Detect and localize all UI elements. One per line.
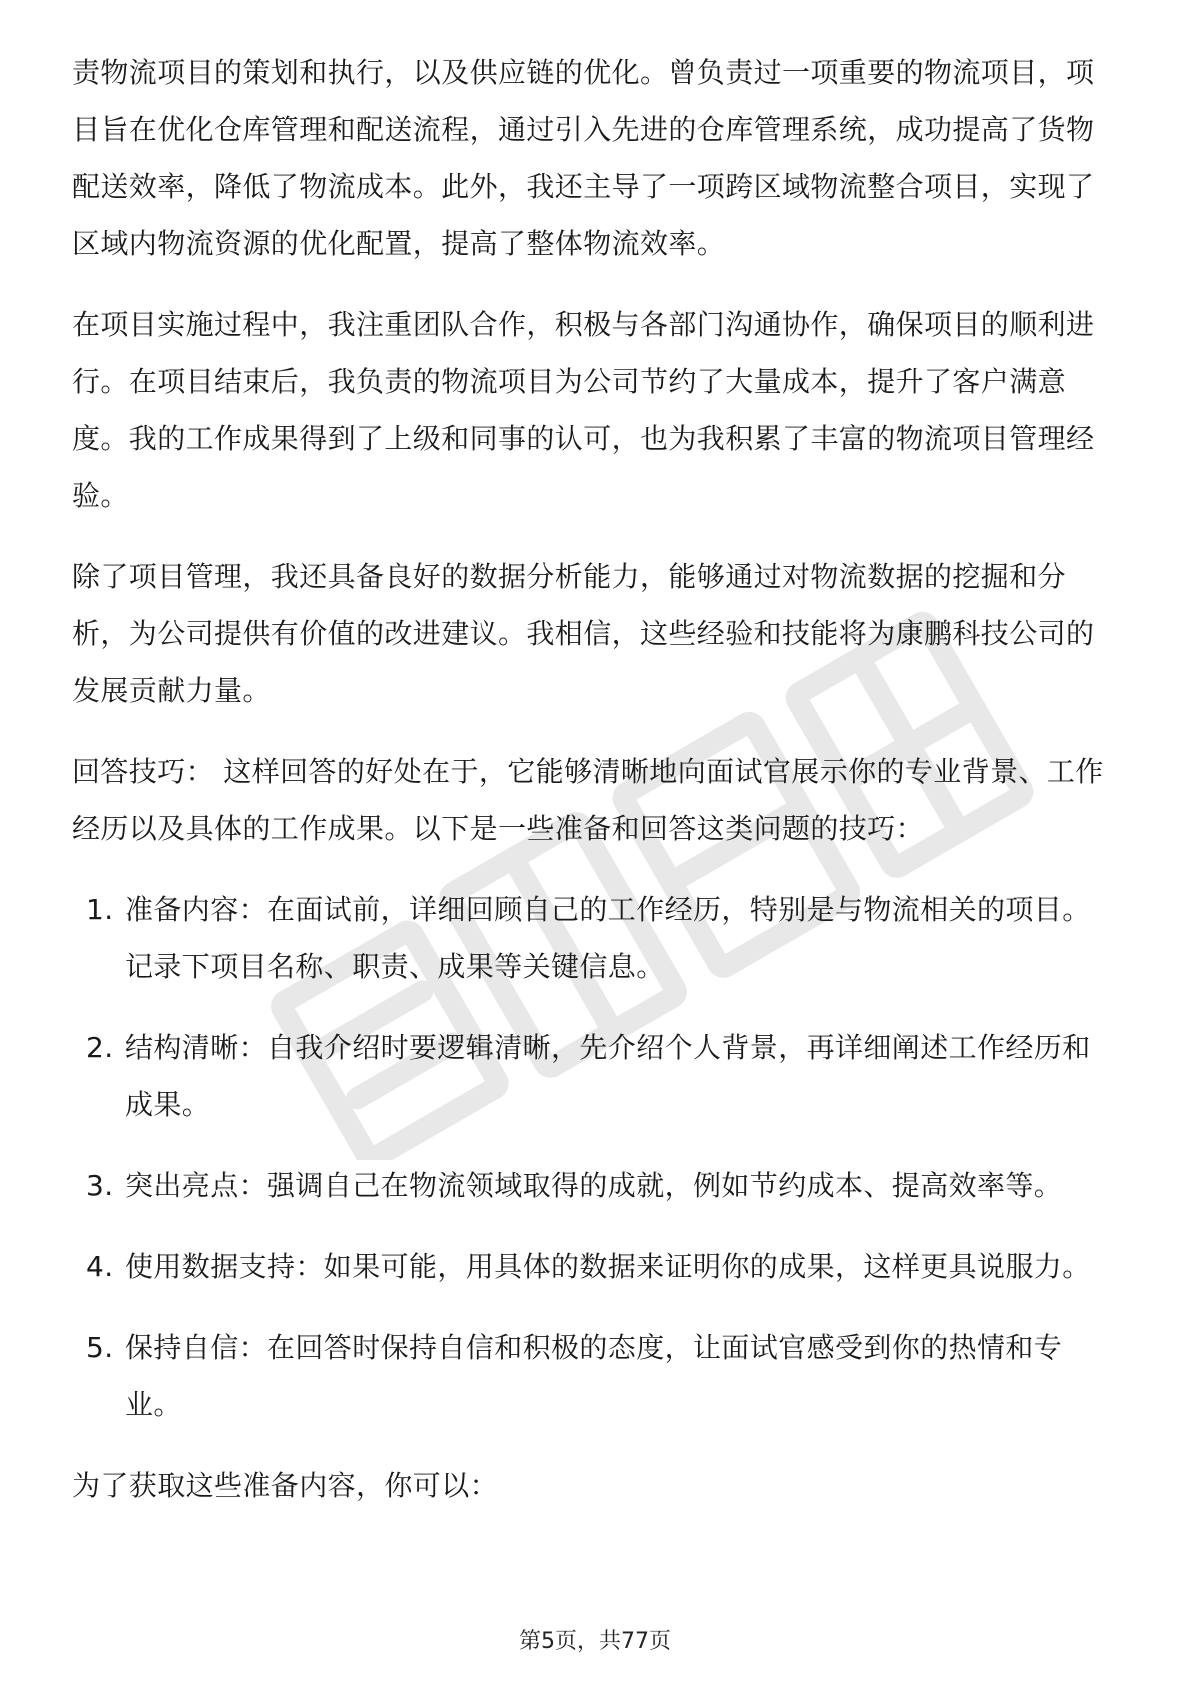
list-item-number: 4.: [86, 1250, 114, 1283]
list-item-number: 2.: [86, 1031, 114, 1064]
list-item-number: 1.: [86, 893, 114, 926]
list-item: [72, 1238, 1118, 1295]
paragraph-preparation-intro: 为了获取这些准备内容，你可以：: [72, 1469, 499, 1502]
paragraph-answer-tips: 回答技巧： 这样回答的好处在于，它能够清晰地向面试官展示你的专业背景、工作经历以及具体的工作成果。以下是一些准备和回答这类问题的技巧：: [72, 755, 1104, 845]
list-item-text: 保持自信：在回答时保持自信和积极的态度，让面试官感受到你的热情和专业。: [125, 1331, 1063, 1421]
list-item-number: 3.: [86, 1169, 114, 1202]
paragraph-data-analysis: 除了项目管理，我还具备良好的数据分析能力，能够通过对物流数据的挖掘和分析，为公司提供有价值的改进建议。我相信，这些经验和技能将为康鹏科技公司的发展贡献力量。: [72, 560, 1095, 707]
list-item: [72, 881, 1118, 995]
page-number: 第5页，共77页: [519, 1629, 671, 1654]
tips-list: [72, 881, 1118, 1433]
paragraph-teamwork: 在项目实施过程中，我注重团队合作，积极与各部门沟通协作，确保项目的顺利进行。在项目结束后，我负责的物流项目为公司节约了大量成本，提升了客户满意度。我的工作成果得到了上级和同事的认可，也为我积累了丰富的物流项目管理经验。: [72, 308, 1095, 512]
document-body: [72, 44, 1118, 1538]
list-item-text: 准备内容：在面试前，详细回顾自己的工作经历，特别是与物流相关的项目。记录下项目名称、职责、成果等关键信息。: [125, 893, 1091, 983]
list-item-text: 使用数据支持：如果可能，用具体的数据来证明你的成果，这样更具说服力。: [125, 1250, 1091, 1283]
list-item: [72, 1019, 1118, 1133]
list-item-text: 结构清晰：自我介绍时要逻辑清晰，先介绍个人背景，再详细阐述工作经历和成果。: [125, 1031, 1091, 1121]
list-item-text: 突出亮点：强调自己在物流领域取得的成就，例如节约成本、提高效率等。: [125, 1169, 1063, 1202]
paragraph-project-experience: 责物流项目的策划和执行，以及供应链的优化。曾负责过一项重要的物流项目，项目旨在优化仓库管理和配送流程，通过引入先进的仓库管理系统，成功提高了货物配送效率，降低了物流成本。此外，我还主导了一项跨区域物流整合项目，实现了区域内物流资源的优化配置，提高了整体物流效率。: [72, 56, 1095, 260]
list-item: [72, 1157, 1118, 1214]
list-item: [72, 1319, 1118, 1433]
list-item-number: 5.: [86, 1331, 114, 1364]
